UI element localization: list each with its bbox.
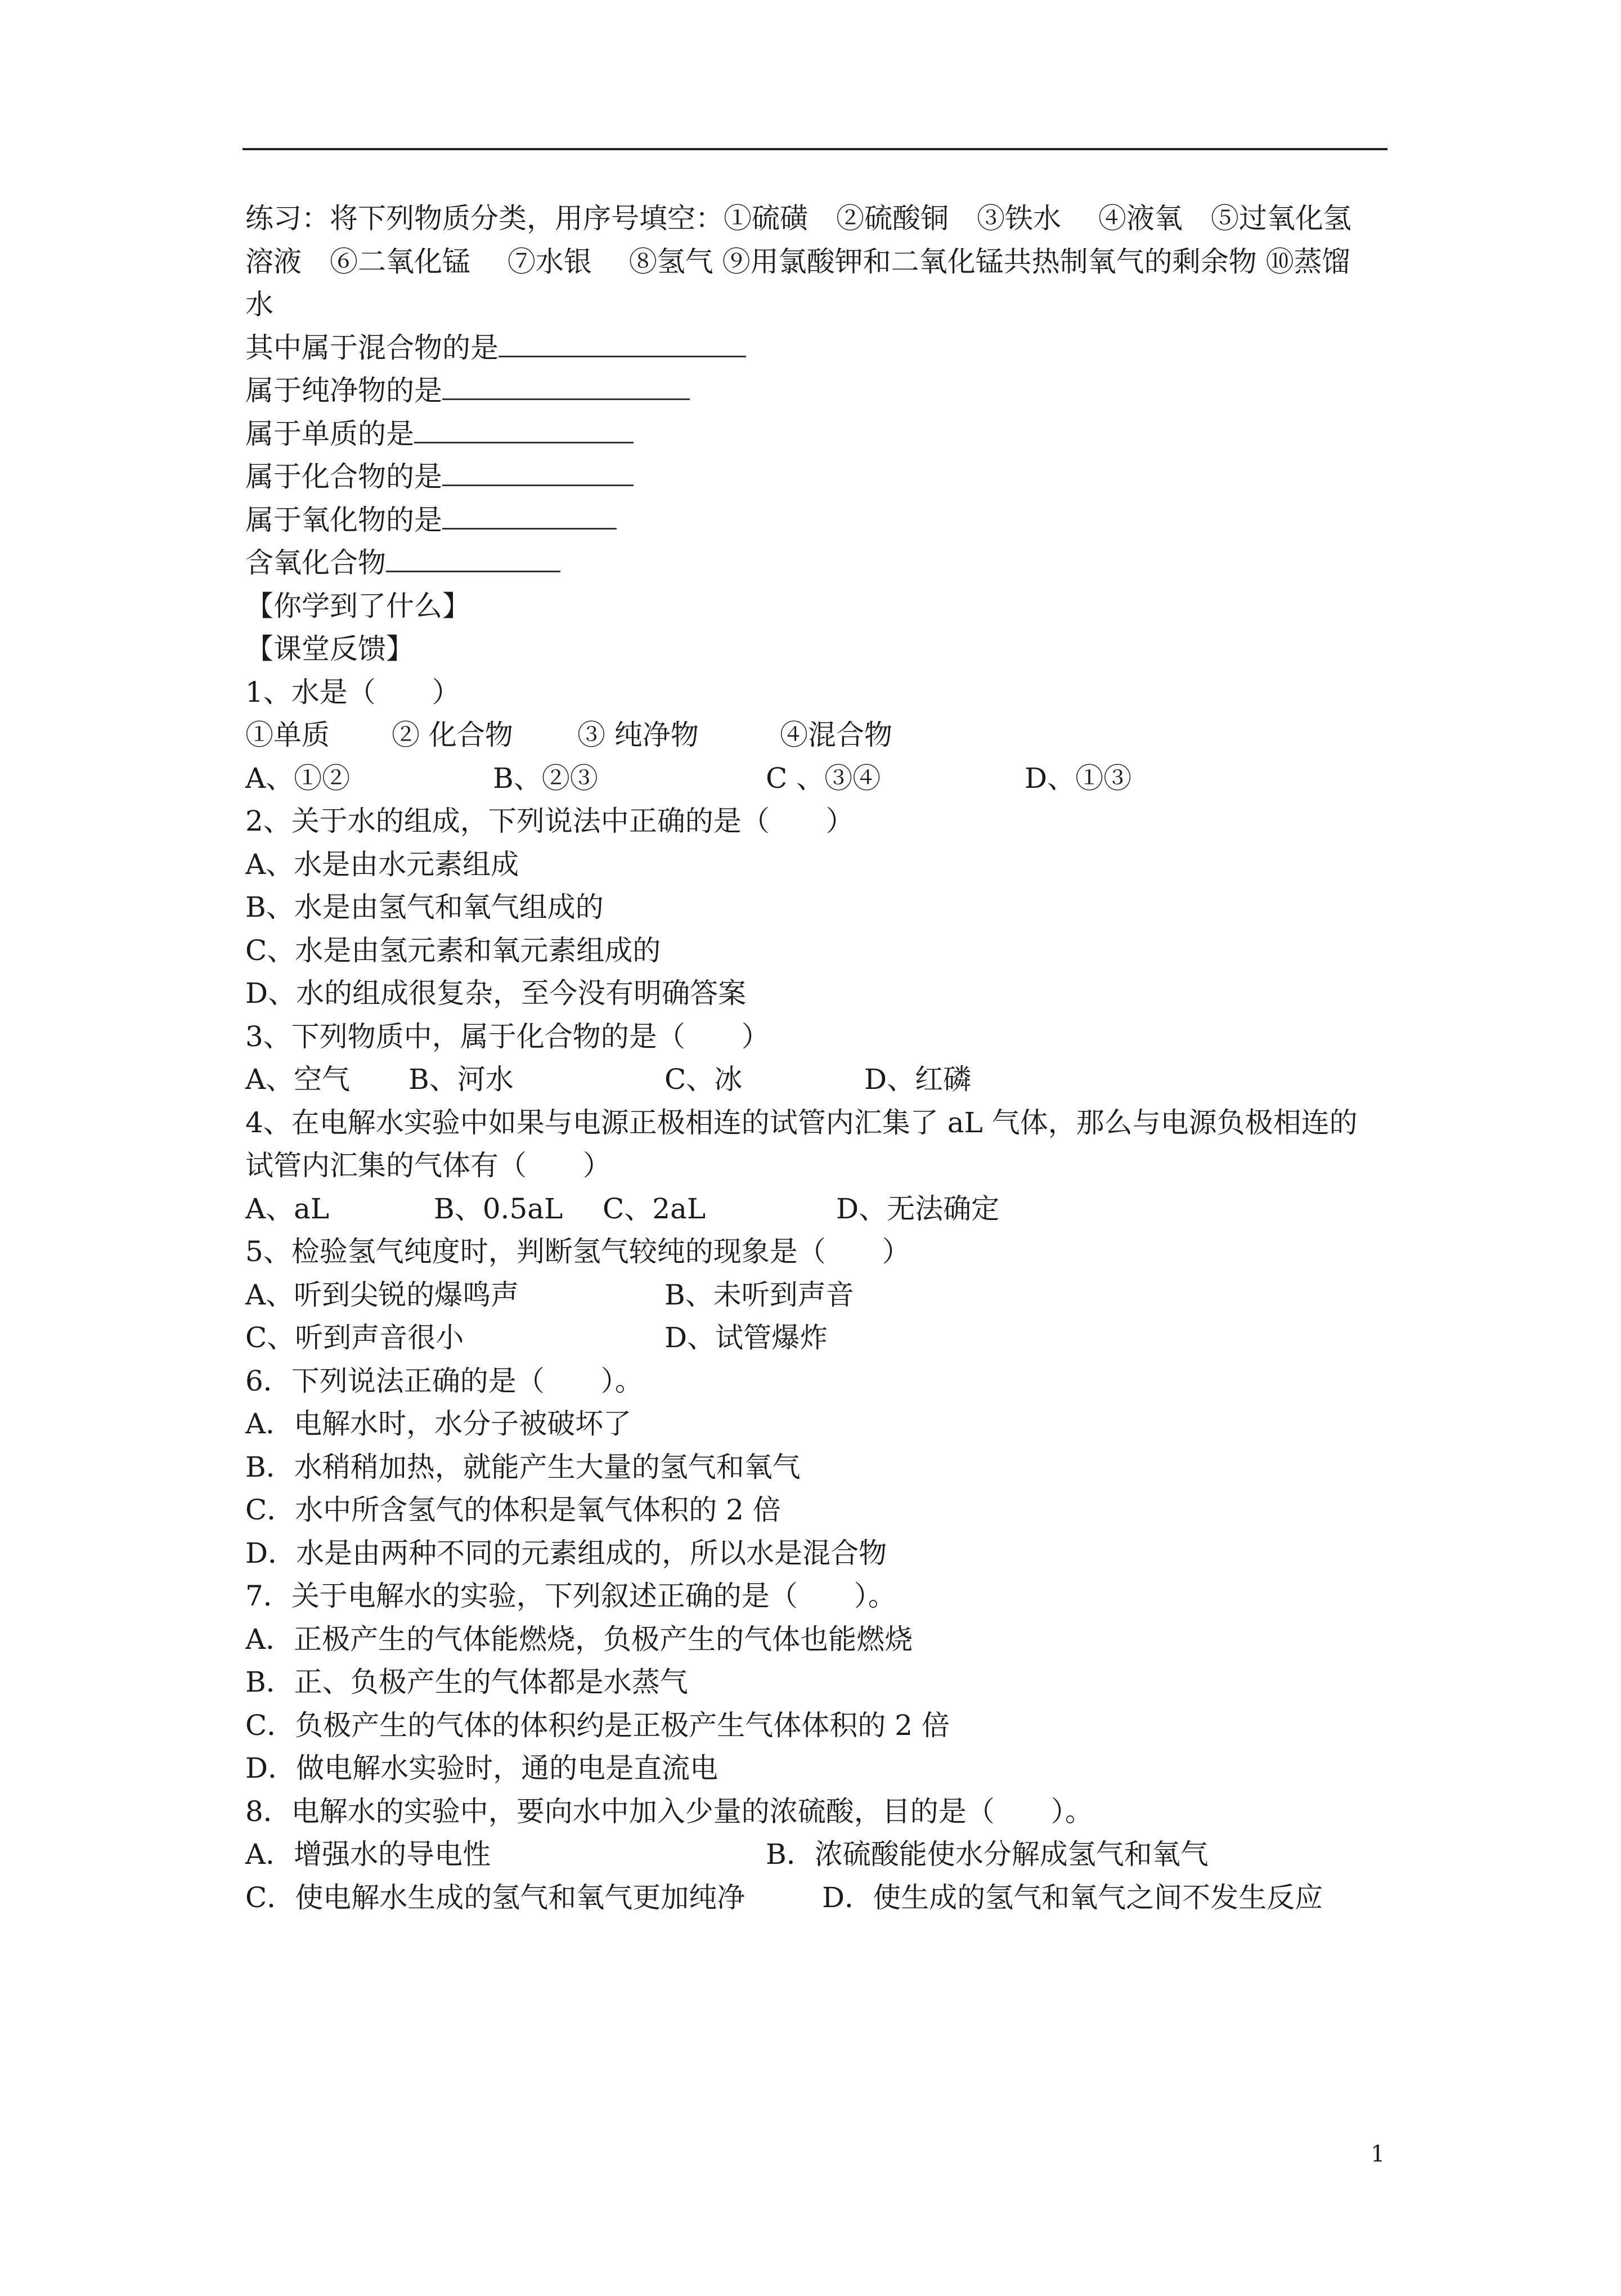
answer-blank[interactable] [499,326,746,357]
q5-stem: 5、检验氢气纯度时，判断氢气较纯的现象是（ ） [245,1235,910,1268]
q4-option-d[interactable]: D、无法确定 [836,1192,1000,1225]
q5-options-row-2 [245,1316,1393,1360]
q1-statements [245,714,1393,757]
q6-stem: 6．下列说法正确的是（ ）。 [245,1364,643,1397]
answer-blank[interactable] [442,499,617,530]
answer-blank[interactable] [414,412,634,443]
blank-label: 属于化合物的是 [245,460,442,493]
blank-label: 属于纯净物的是 [245,374,442,407]
section-feedback: 【课堂反馈】 [245,633,414,665]
q8-options-row-2 [245,1876,1393,1920]
q7-option-d[interactable]: D．做电解水实验时，通的电是直流电 [245,1752,719,1784]
q5-options-row-1 [245,1273,1393,1317]
answer-blank[interactable] [442,455,634,486]
exercise-line-2: 溶液 ⑥二氧化锰 ⑦水银 ⑧氢气 ⑨用氯酸钾和二氧化锰共热制氧气的剩余物 ⑩蒸馏 [245,245,1350,278]
q6-option-d[interactable]: D．水是由两种不同的元素组成的，所以水是混合物 [245,1536,887,1569]
q7-stem: 7．关于电解水的实验，下列叙述正确的是（ ）。 [245,1580,896,1612]
q8-option-c[interactable]: C．使电解水生成的氢气和氧气更加纯净 [245,1881,746,1914]
q3-option-c[interactable]: C、冰 [664,1063,743,1096]
q7-option-a[interactable]: A．正极产生的气体能燃烧，负极产生的气体也能燃烧 [245,1622,913,1656]
q5-option-c[interactable]: C、听到声音很小 [245,1321,464,1354]
q3-options [245,1058,1393,1101]
q4-options [245,1187,1393,1231]
q1-statement-4: ④混合物 [780,719,892,751]
q1-option-b[interactable]: B、②③ [493,761,598,795]
q8-option-b[interactable]: B．浓硫酸能使水分解成氢气和氧气 [766,1838,1209,1871]
q4-option-a[interactable]: A、aL [245,1192,330,1225]
q3-option-d[interactable]: D、红磷 [864,1063,972,1096]
q7-option-c[interactable]: C．负极产生的气体的体积约是正极产生气体体积的 2 倍 [245,1708,950,1742]
blank-pure [245,369,1393,412]
q8-option-a[interactable]: A．增强水的导电性 [245,1838,491,1871]
section-learned: 【你学到了什么】 [245,589,470,622]
q5-option-a[interactable]: A、听到尖锐的爆鸣声 [245,1278,519,1311]
q6-option-c[interactable]: C．水中所含氢气的体积是氧气体积的 2 倍 [245,1494,781,1526]
q1-option-a[interactable]: A、①② [245,761,351,795]
q1-statement-1: ①单质 [245,719,330,751]
blank-element [245,412,1393,456]
exercise-line-3: 水 [245,288,273,321]
blank-oxygen-compound [245,541,1393,585]
q3-option-a[interactable]: A、空气 [245,1063,351,1096]
q7-option-b[interactable]: B．正、负极产生的气体都是水蒸气 [245,1666,688,1698]
q6-option-b[interactable]: B．水稍稍加热，就能产生大量的氢气和氧气 [245,1450,801,1483]
q4-option-c[interactable]: C、2aL [603,1192,706,1225]
q1-statement-2: ② 化合物 [392,719,513,751]
q2-stem: 2、关于水的组成，下列说法中正确的是（ ） [245,805,854,837]
q2-option-b[interactable]: B、水是由氢气和氧气组成的 [245,891,604,923]
q5-option-b[interactable]: B、未听到声音 [664,1278,854,1311]
worksheet-body [245,197,1393,1919]
q8-options-row-1 [245,1833,1393,1876]
q5-option-d[interactable]: D、试管爆炸 [664,1321,828,1354]
q1-stem: 1、水是（ ） [245,675,460,708]
q3-option-b[interactable]: B、河水 [408,1063,514,1096]
q8-stem: 8．电解水的实验中，要向水中加入少量的浓硫酸，目的是（ ）。 [245,1795,1093,1828]
answer-blank[interactable] [386,541,560,572]
q2-option-d[interactable]: D、水的组成很复杂，至今没有明确答案 [245,977,747,1010]
exercise-line-1: 练习：将下列物质分类，用序号填空：①硫磺 ②硫酸铜 ③铁水 ④液氧 ⑤过氧化氢 [245,202,1351,235]
blank-label: 属于单质的是 [245,417,414,450]
answer-blank[interactable] [442,369,690,400]
blank-compound [245,455,1393,499]
page-number: 1 [1371,2141,1385,2167]
q3-stem: 3、下列物质中，属于化合物的是（ ） [245,1020,770,1053]
q1-options [245,757,1393,800]
q4-stem-line-1: 4、在电解水实验中如果与电源正极相连的试管内汇集了 aL 气体，那么与电源负极相连的 [245,1106,1358,1139]
blank-label: 含氧化合物 [245,546,386,579]
q8-option-d[interactable]: D．使生成的氢气和氧气之间不发生反应 [822,1881,1323,1914]
blank-label: 属于氧化物的是 [245,503,442,536]
q4-stem-line-2: 试管内汇集的气体有（ ） [245,1149,611,1182]
q1-option-d[interactable]: D、①③ [1025,761,1132,795]
q1-statement-3: ③ 纯净物 [577,719,699,751]
blank-mixture [245,326,1393,370]
header-rule [243,148,1387,150]
blank-oxide [245,499,1393,542]
q4-option-b[interactable]: B、0.5aL [434,1192,563,1225]
blank-label: 其中属于混合物的是 [245,331,499,364]
q2-option-c[interactable]: C、水是由氢元素和氧元素组成的 [245,934,661,967]
q1-option-c[interactable]: C 、③④ [766,761,881,795]
q6-option-a[interactable]: A．电解水时，水分子被破坏了 [245,1407,632,1440]
q2-option-a[interactable]: A、水是由水元素组成 [245,847,519,881]
